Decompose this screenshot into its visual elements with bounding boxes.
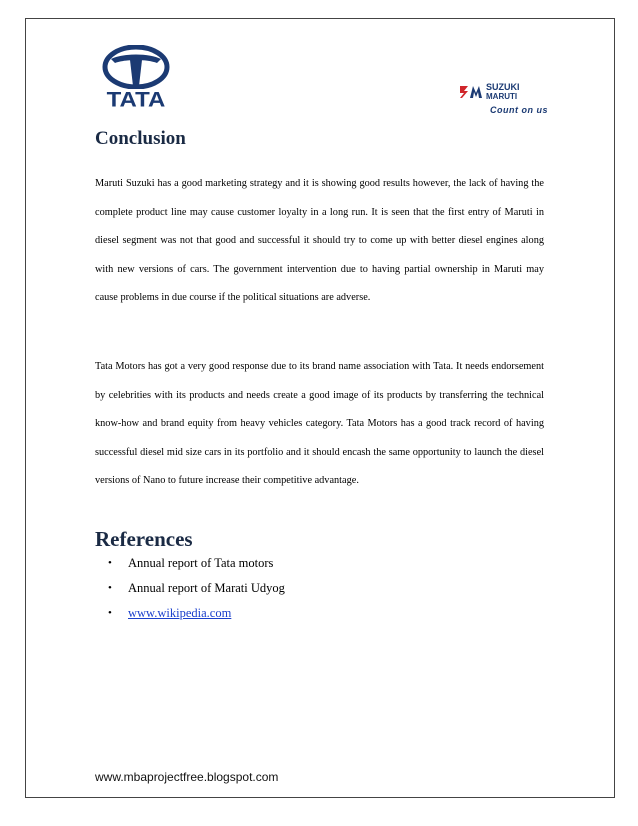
reference-text: Annual report of Tata motors (128, 556, 274, 570)
suzuki-s-mark-icon (458, 83, 484, 101)
wikipedia-link[interactable]: www.wikipedia.com (128, 606, 232, 620)
conclusion-heading: Conclusion (95, 128, 186, 149)
reference-item (100, 576, 285, 601)
bullet-icon: • (108, 557, 112, 569)
tata-t-emblem-icon (97, 45, 175, 89)
bullet-icon: • (108, 607, 112, 619)
references-list (100, 551, 285, 626)
maruti-word: MARUTI (486, 92, 518, 101)
reference-item (100, 551, 285, 576)
suzuki-tagline: Count on us (490, 105, 548, 115)
reference-item (100, 601, 285, 626)
suzuki-word: SUZUKI (486, 82, 520, 92)
tata-logo (97, 45, 175, 111)
suzuki-maruti-logo (458, 83, 548, 119)
suzuki-maruti-wordmark (486, 83, 520, 101)
conclusion-paragraph-2: Tata Motors has got a very good response due to its brand name association with Tata. It needs endorsement by celebrities with its products and needs create a good image of its products by transferring the technical know-how and brand equity from heavy vehicles category. Tata Motors has a good track record of having successful diesel mid size cars in its portfolio and it should encash the same opportunity to launch the diesel versions of Nano to future increase their competitive advantage. (95, 361, 544, 487)
references-heading: References (95, 527, 193, 551)
tata-wordmark: TATA (106, 87, 166, 112)
footer-url: www.mbaprojectfree.blogspot.com (95, 770, 279, 784)
bullet-icon: • (108, 582, 112, 594)
reference-text: Annual report of Marati Udyog (128, 581, 285, 595)
conclusion-paragraph-1: Maruti Suzuki has a good marketing strategy and it is showing good results however, the lack of having the complete product line may cause customer loyalty in a long run. It is seen that the first entry of Maruti in diesel segment was not that good and successful it should try to come up with better diesel engines along with new versions of cars. The government intervention due to having partial ownership in Maruti may cause problems in due course if the political situations are adverse. (95, 178, 544, 304)
